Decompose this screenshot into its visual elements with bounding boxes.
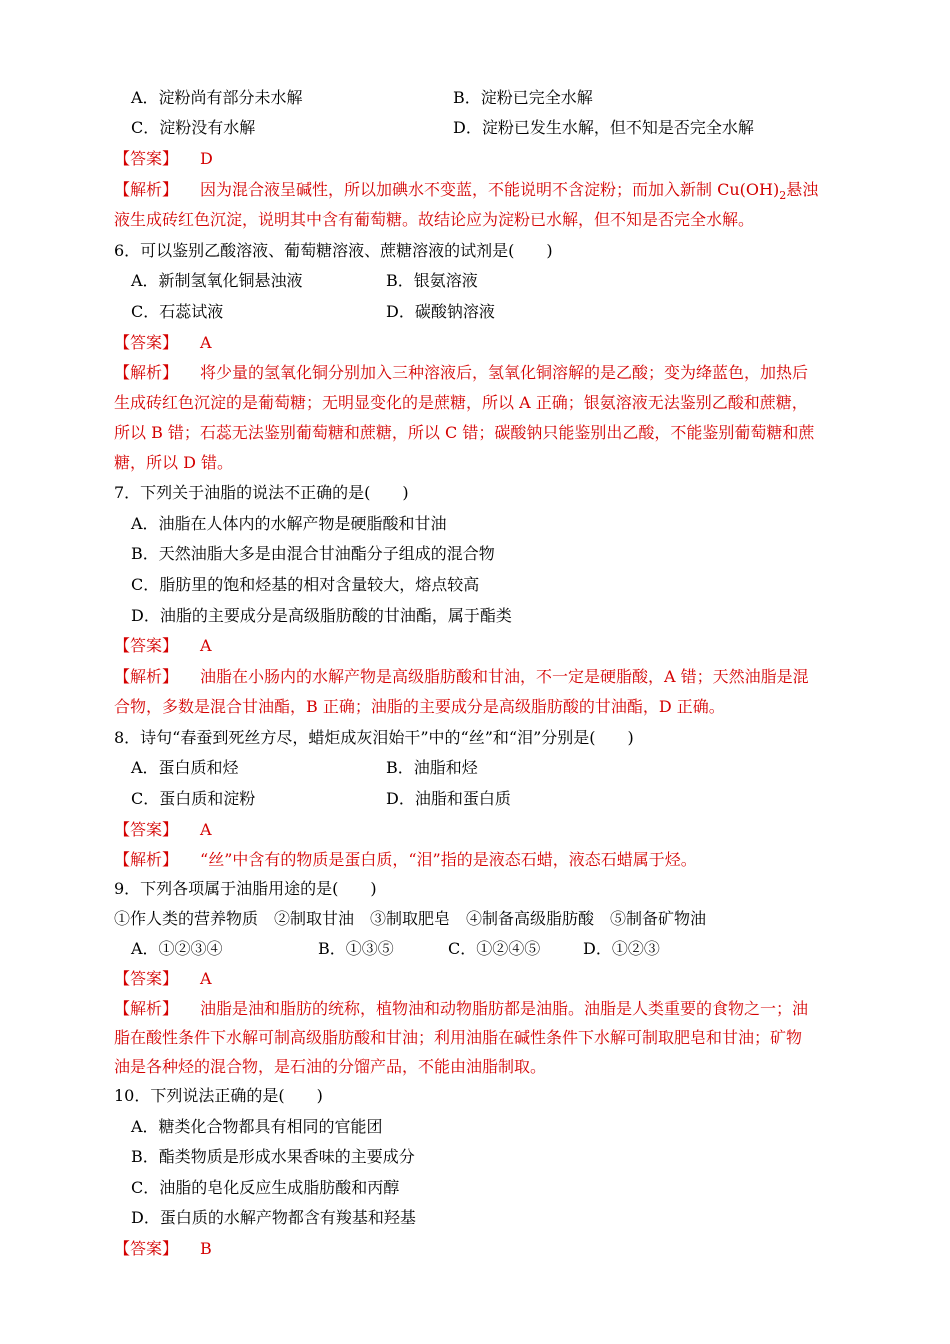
analysis-text: 将少量的氢氧化铜分别加入三种溶液后，氢氧化铜溶解的是乙酸；变为绛蓝色，加热后 [200,363,809,382]
q10-answer [114,1238,212,1260]
answer-value: D [200,149,213,168]
analysis-text: 悬浊 [786,180,819,199]
answer-label: 【答案】 [114,333,179,352]
q8-option-a: A．蛋白质和烃 [131,758,239,777]
q6-stem: 6．可以鉴别乙酸溶液、葡萄糖溶液、蔗糖溶液的试剂是( ) [114,241,553,260]
subscript: 2 [779,189,787,203]
q7-analysis-line-2: 合物，多数是混合甘油酯，B 正确；油脂的主要成分是高级脂肪酸的甘油酯，D 正确。 [114,697,725,716]
answer-label: 【答案】 [114,636,179,655]
q7-answer [114,635,212,657]
q8-stem: 8．诗句“春蚕到死丝方尽，蜡炬成灰泪始干”中的“丝”和“泪”分别是( ) [114,728,634,747]
q8-option-d: D．油脂和蛋白质 [386,789,511,808]
analysis-label: 【解析】 [114,999,179,1018]
q6-answer [114,332,212,354]
q6-option-b: B．银氨溶液 [386,271,478,290]
q9-option-b: B．①③⑤ [318,939,394,958]
q8-option-b: B．油脂和烃 [386,758,478,777]
q5-option-a: A．淀粉尚有部分未水解 [131,88,303,107]
q5-answer [114,148,213,170]
q5-analysis-line-2: 液生成砖红色沉淀，说明其中含有葡萄糖。故结论应为淀粉已水解，但不知是否完全水解。 [114,210,755,229]
q6-analysis-line-1 [114,362,808,384]
q10-option-a: A．糖类化合物都具有相同的官能团 [131,1117,383,1136]
q7-option-b: B．天然油脂大多是由混合甘油酯分子组成的混合物 [131,544,495,563]
q8-analysis-line-1 [114,849,697,871]
q7-option-c: C．脂肪里的饱和烃基的相对含量较大，熔点较高 [131,575,480,594]
q5-option-c: C．淀粉没有水解 [131,118,256,137]
answer-label: 【答案】 [114,820,179,839]
answer-label: 【答案】 [114,149,179,168]
q5-option-b: B．淀粉已完全水解 [453,88,593,107]
q6-option-d: D．碳酸钠溶液 [386,302,495,321]
q9-stem: 9．下列各项属于油脂用途的是( ) [114,879,377,898]
q9-analysis-line-3: 油是各种烃的混合物，是石油的分馏产品，不能由油脂制取。 [114,1057,547,1076]
q10-option-b: B．酯类物质是形成水果香味的主要成分 [131,1147,415,1166]
q8-answer [114,819,212,841]
q9-analysis-line-2: 脂在酸性条件下水解可制高级脂肪酸和甘油；利用油脂在碱性条件下水解可制取肥皂和甘油；矿物 [114,1028,803,1047]
q10-stem: 10．下列说法正确的是( ) [114,1086,323,1105]
q6-option-c: C．石蕊试液 [131,302,224,321]
answer-label: 【答案】 [114,1239,179,1258]
answer-value: A [200,820,212,839]
q7-stem: 7．下列关于油脂的说法不正确的是( ) [114,483,409,502]
q8-option-c: C．蛋白质和淀粉 [131,789,256,808]
analysis-text: 油脂在小肠内的水解产物是高级脂肪酸和甘油，不一定是硬脂酸，A 错；天然油脂是混 [200,667,809,686]
q6-analysis-line-4: 糖，所以 D 错。 [114,453,234,472]
q7-option-a: A．油脂在人体内的水解产物是硬脂酸和甘油 [131,514,447,533]
analysis-text: “丝”中含有的物质是蛋白质，“泪”指的是液态石蜡，液态石蜡属于烃。 [200,850,697,869]
q10-option-d: D．蛋白质的水解产物都含有羧基和羟基 [131,1208,416,1227]
analysis-text: 因为混合液呈碱性，所以加碘水不变蓝，不能说明不含淀粉；而加入新制 Cu(OH) [200,180,780,199]
q9-answer [114,968,212,990]
analysis-label: 【解析】 [114,180,179,199]
q6-option-a: A．新制氢氧化铜悬浊液 [131,271,303,290]
q7-analysis-line-1 [114,666,809,688]
analysis-label: 【解析】 [114,667,179,686]
q10-option-c: C．油脂的皂化反应生成脂肪酸和丙醇 [131,1178,400,1197]
q9-option-d: D．①②③ [583,939,660,958]
q6-analysis-line-3: 所以 B 错；石蕊无法鉴别葡萄糖和蔗糖，所以 C 错；碳酸钠只能鉴别出乙酸，不能鉴别葡萄糖和蔗 [114,423,815,442]
q5-analysis-line-1 [114,179,818,201]
answer-value: A [200,969,212,988]
q9-analysis-line-1 [114,998,808,1020]
q7-option-d: D．油脂的主要成分是高级脂肪酸的甘油酯，属于酯类 [131,606,512,625]
q5-option-d: D．淀粉已发生水解，但不知是否完全水解 [453,118,754,137]
q9-items: ①作人类的营养物质 ②制取甘油 ③制取肥皂 ④制备高级脂肪酸 ⑤制备矿物油 [114,909,707,928]
q9-option-c: C．①②④⑤ [448,939,541,958]
answer-value: B [200,1239,212,1258]
q9-option-a: A．①②③④ [131,939,223,958]
q6-analysis-line-2: 生成砖红色沉淀的是葡萄糖；无明显变化的是蔗糖，所以 A 正确；银氨溶液无法鉴别乙酸和蔗糖， [114,393,808,412]
analysis-label: 【解析】 [114,850,179,869]
analysis-text: 油脂是油和脂肪的统称，植物油和动物脂肪都是油脂。油脂是人类重要的食物之一；油 [200,999,809,1018]
answer-label: 【答案】 [114,969,179,988]
answer-value: A [200,636,212,655]
answer-value: A [200,333,212,352]
analysis-label: 【解析】 [114,363,179,382]
